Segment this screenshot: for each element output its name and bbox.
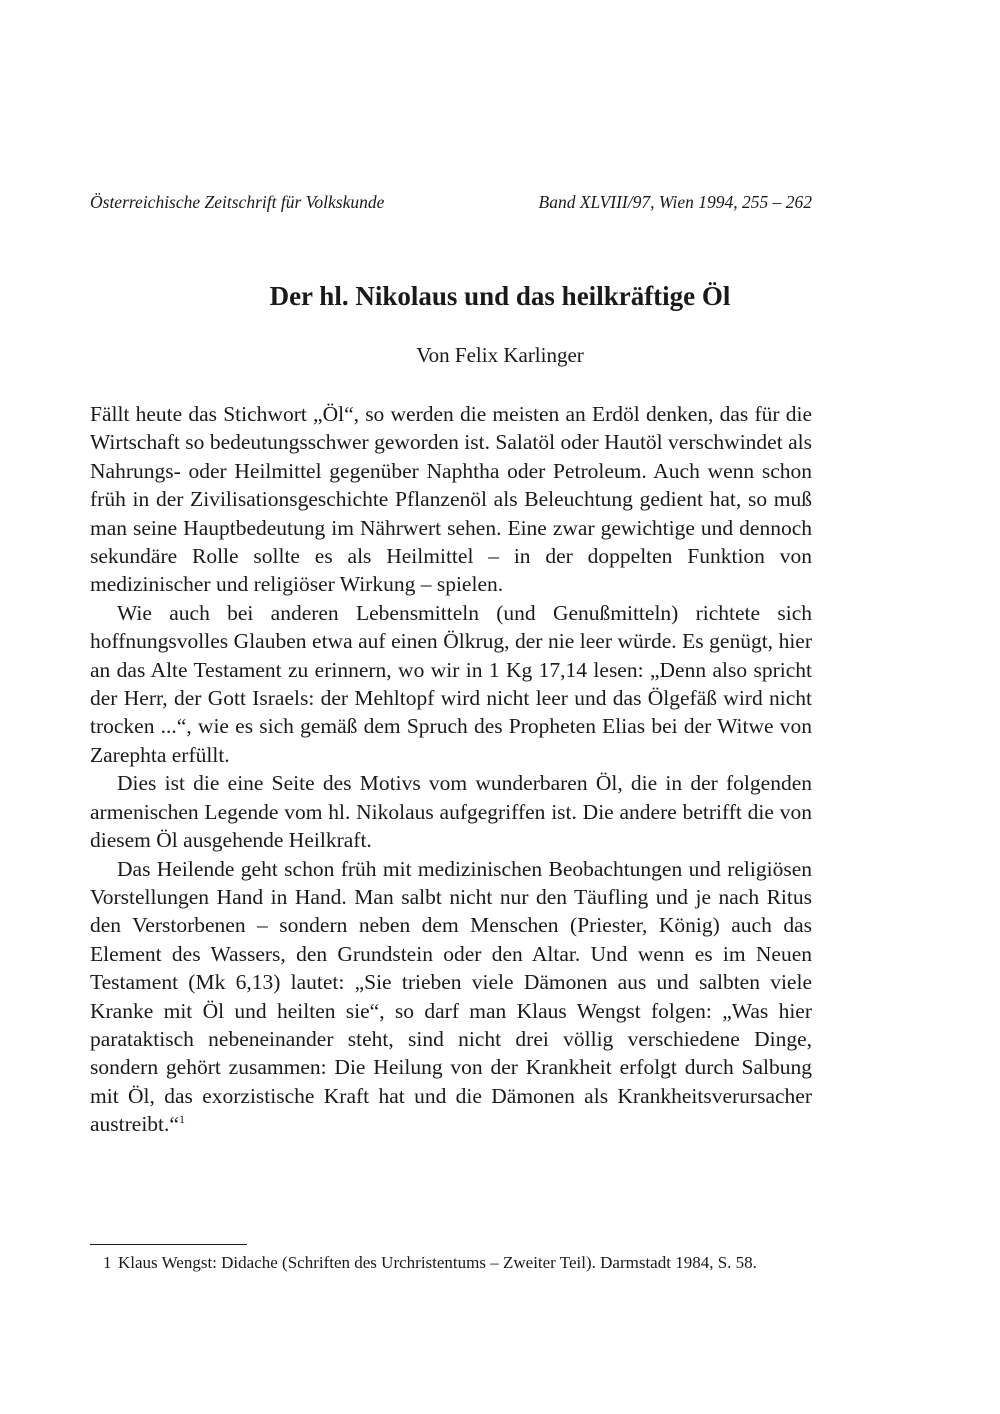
footnote-divider xyxy=(90,1244,247,1245)
article-title: Der hl. Nikolaus und das heilkräftige Öl xyxy=(269,281,731,311)
paragraph: Dies ist die eine Seite des Motivs vom wunderbaren Öl, die in der folgenden armenischen Legende vom hl. Nikolaus aufgegriffen ist. Die andere betrifft die von diesem Öl ausgehende Heilkraft. xyxy=(90,771,812,853)
footnote-number: 1 xyxy=(103,1253,112,1272)
journal-name: Österreichische Zeitschrift für Volkskunde xyxy=(90,192,385,212)
paragraph xyxy=(90,855,812,1139)
volume-info: Band XLVIII/97, Wien 1994, 255 – 262 xyxy=(538,192,812,212)
paragraph: Fällt heute das Stichwort „Öl“, so werden die meisten an Erdöl denken, das für die Wirtschaft so bedeutungsschwer geworden ist. Salatöl oder Hautöl verschwindet als Nahrungs- oder Heilmittel gegenüber Naphtha oder Petroleum. Auch wenn schon früh in der Zivilisationsgeschichte Pflanzenöl als Beleuchtung gedient hat, so muß man seine Hauptbedeutung im Nährwert sehen. Eine zwar gewichtige und dennoch sekundäre Rolle sollte es als Heilmittel – in der doppelten Funktion von medizinischer und religiöser Wirkung – spielen. xyxy=(90,402,812,597)
paragraph: Wie auch bei anderen Lebensmitteln (und Genußmitteln) richtete sich hoffnungsvolles Glauben etwa auf einen Ölkrug, der nie leer würde. Es genügt, hier an das Alte Testament zu erinnern, wo wir in 1 Kg 17,14 lesen: „Denn also spricht der Herr, der Gott Israels: der Mehltopf wird nicht leer und das Ölgefäß wird nicht trocken ...“, wie es sich gemäß dem Spruch des Propheten Elias bei der Witwe von Zarephta erfüllt. xyxy=(90,600,812,767)
footnote xyxy=(103,1252,812,1275)
article-body xyxy=(90,400,812,1139)
article-author: Von Felix Karlinger xyxy=(416,343,584,367)
footnote-text: Klaus Wengst: Didache (Schriften des Urchristentums – Zweiter Teil). Darmstadt 1984, S. 58. xyxy=(118,1253,757,1272)
paragraph-text: Das Heilende geht schon früh mit medizinischen Beobachtungen und religiösen Vorstellungen Hand in Hand. Man salbt nicht nur den Täufling und je nach Ritus den Verstorbenen – sondern neben dem Menschen (Priester, König) auch das Element des Wassers, den Grundstein oder den Altar. Und wenn es im Neuen Testament (Mk 6,13) lautet: „Sie trieben viele Dämonen aus und salbten viele Kranke mit Öl und heilten sie“, so darf man Klaus Wengst folgen: „Was hier parataktisch nebeneinander steht, sind nicht drei völlig verschiedene Dinge, sondern gehört zusammen: Die Heilung von der Krankheit erfolgt durch Salbung mit Öl, das exorzistische Kraft hat und die Dämonen als Krankheitsverursacher austreibt.“ xyxy=(90,856,812,1137)
footnote-reference: 1 xyxy=(178,1112,185,1127)
running-header xyxy=(90,192,812,213)
